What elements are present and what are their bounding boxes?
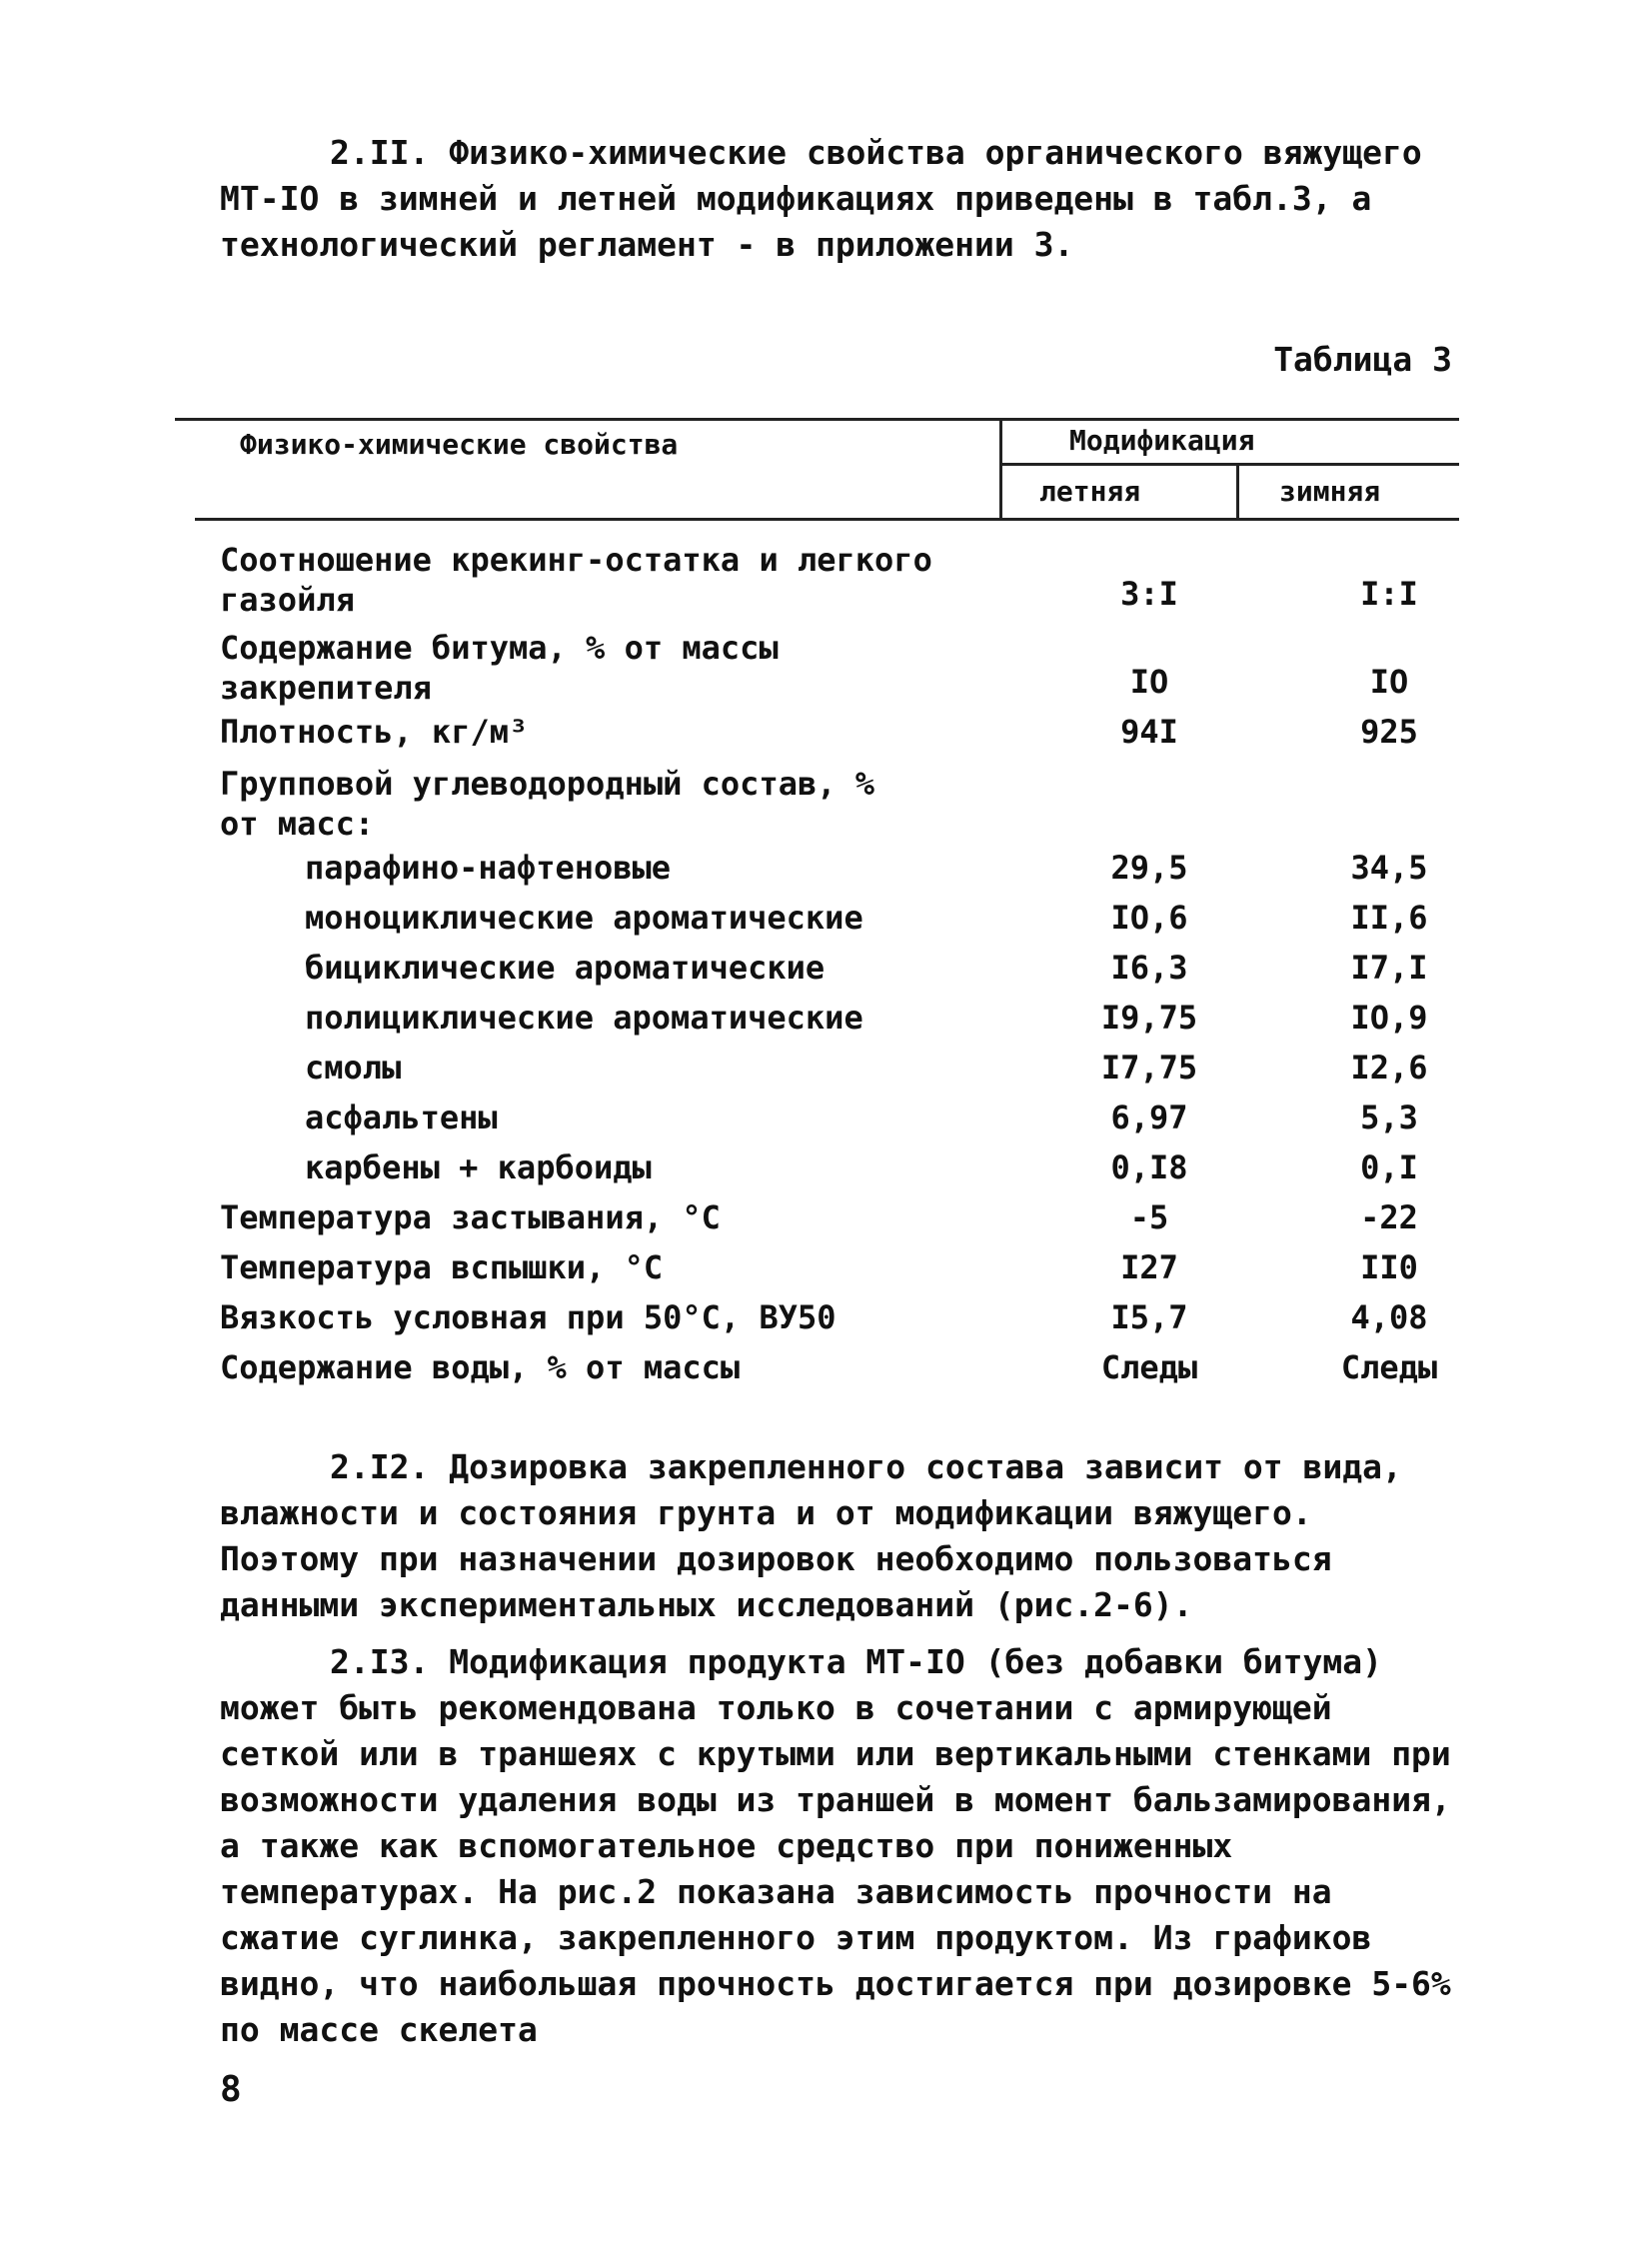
- table-caption: Таблица 3: [1273, 340, 1452, 379]
- table-subheader-divider: [1236, 463, 1239, 518]
- row-property: бициклические ароматические: [305, 949, 826, 987]
- row-winter-value: 5,3: [1360, 1099, 1418, 1136]
- table-header-divider: [999, 418, 1002, 518]
- row-property: Групповой углеводородный состав, % от масс:: [220, 765, 875, 843]
- paragraph-2-13-text: 2.I3. Модификация продукта МТ-IO (без добавки битума) может быть рекомендована только в сочетании с армирующей сеткой или в траншеях с крутыми или вертикальными стенками при возможности удаления воды из траншей в момент бальзамирования, а также как вспомогательное средство при пониженных температурах. На рис.2 показана зависимость прочности на сжатие суглинка, закрепленного этим продуктом. Из графиков видно, что наибольшая прочность достигается при дозировке 5-6% по массе скелета: [220, 1642, 1451, 2049]
- row-summer-value: 0,I8: [1110, 1148, 1188, 1186]
- row-winter-value: II,6: [1350, 899, 1428, 937]
- row-property: асфальтены: [305, 1099, 498, 1136]
- header-property: Физико-химические свойства: [240, 428, 679, 461]
- paragraph-2-12: [220, 1444, 1459, 1628]
- row-winter-value: 925: [1360, 713, 1418, 751]
- row-property: смолы: [305, 1049, 402, 1087]
- row-summer-value: I9,75: [1100, 999, 1198, 1037]
- row-property: парафино-нафтеновые: [305, 849, 672, 887]
- row-property: Температура застывания, °С: [220, 1198, 721, 1236]
- paragraph-2-11: [220, 130, 1459, 268]
- row-summer-value: I7,75: [1100, 1049, 1198, 1087]
- row-summer-value: Следы: [1100, 1348, 1198, 1386]
- row-property: карбены + карбоиды: [305, 1148, 652, 1186]
- row-winter-value: 0,I: [1360, 1148, 1418, 1186]
- row-summer-value: I6,3: [1110, 949, 1188, 987]
- row-winter-value: -22: [1360, 1198, 1418, 1236]
- table-subheader-rule: [999, 463, 1459, 466]
- row-winter-value: 34,5: [1350, 849, 1428, 887]
- row-winter-value: IO: [1369, 663, 1409, 701]
- header-winter: зимняя: [1279, 475, 1381, 508]
- paragraph-2-11-text: 2.II. Физико-химические свойства органического вяжущего МТ-IO в зимней и летней модификациях приведены в табл.3, а технологический регламент - в приложении 3.: [220, 133, 1422, 264]
- row-property: Плотность, кг/м³: [220, 713, 529, 751]
- table-top-rule: [175, 418, 1459, 421]
- row-winter-value: Следы: [1340, 1348, 1438, 1386]
- page-number: 8: [220, 2069, 242, 2110]
- row-summer-value: 94I: [1120, 713, 1178, 751]
- row-winter-value: I2,6: [1350, 1049, 1428, 1087]
- row-summer-value: IO: [1129, 663, 1169, 701]
- paragraph-2-12-text: 2.I2. Дозировка закрепленного состава зависит от вида, влажности и состояния грунта и от модификации вяжущего. Поэтому при назначении дозировок необходимо пользоваться данными экспериментальных исследований (рис.2-6).: [220, 1447, 1402, 1624]
- row-property: Температура вспышки, °С: [220, 1248, 664, 1286]
- row-property: Вязкость условная при 50°С, ВУ50: [220, 1298, 836, 1336]
- row-winter-value: I:I: [1360, 575, 1418, 613]
- row-property: моноциклические ароматические: [305, 899, 863, 937]
- row-winter-value: IO,9: [1350, 999, 1428, 1037]
- row-summer-value: 6,97: [1110, 1099, 1188, 1136]
- row-summer-value: I27: [1120, 1248, 1178, 1286]
- header-modification: Модификация: [1069, 424, 1255, 457]
- row-summer-value: 3:I: [1120, 575, 1178, 613]
- paragraph-2-13: [220, 1639, 1459, 2053]
- row-summer-value: I5,7: [1110, 1298, 1188, 1336]
- row-summer-value: IO,6: [1110, 899, 1188, 937]
- header-summer: летняя: [1039, 475, 1141, 508]
- row-property: Соотношение крекинг-остатка и легкого газойля: [220, 541, 932, 619]
- row-property: Содержание битума, % от массы закрепителя: [220, 629, 779, 707]
- row-summer-value: 29,5: [1110, 849, 1188, 887]
- row-property: полициклические ароматические: [305, 999, 863, 1037]
- row-winter-value: I7,I: [1350, 949, 1428, 987]
- row-summer-value: -5: [1129, 1198, 1169, 1236]
- row-winter-value: 4,08: [1350, 1298, 1428, 1336]
- row-winter-value: II0: [1360, 1248, 1418, 1286]
- row-property: Содержание воды, % от массы: [220, 1348, 741, 1386]
- table-header-bottom-rule: [195, 518, 1459, 521]
